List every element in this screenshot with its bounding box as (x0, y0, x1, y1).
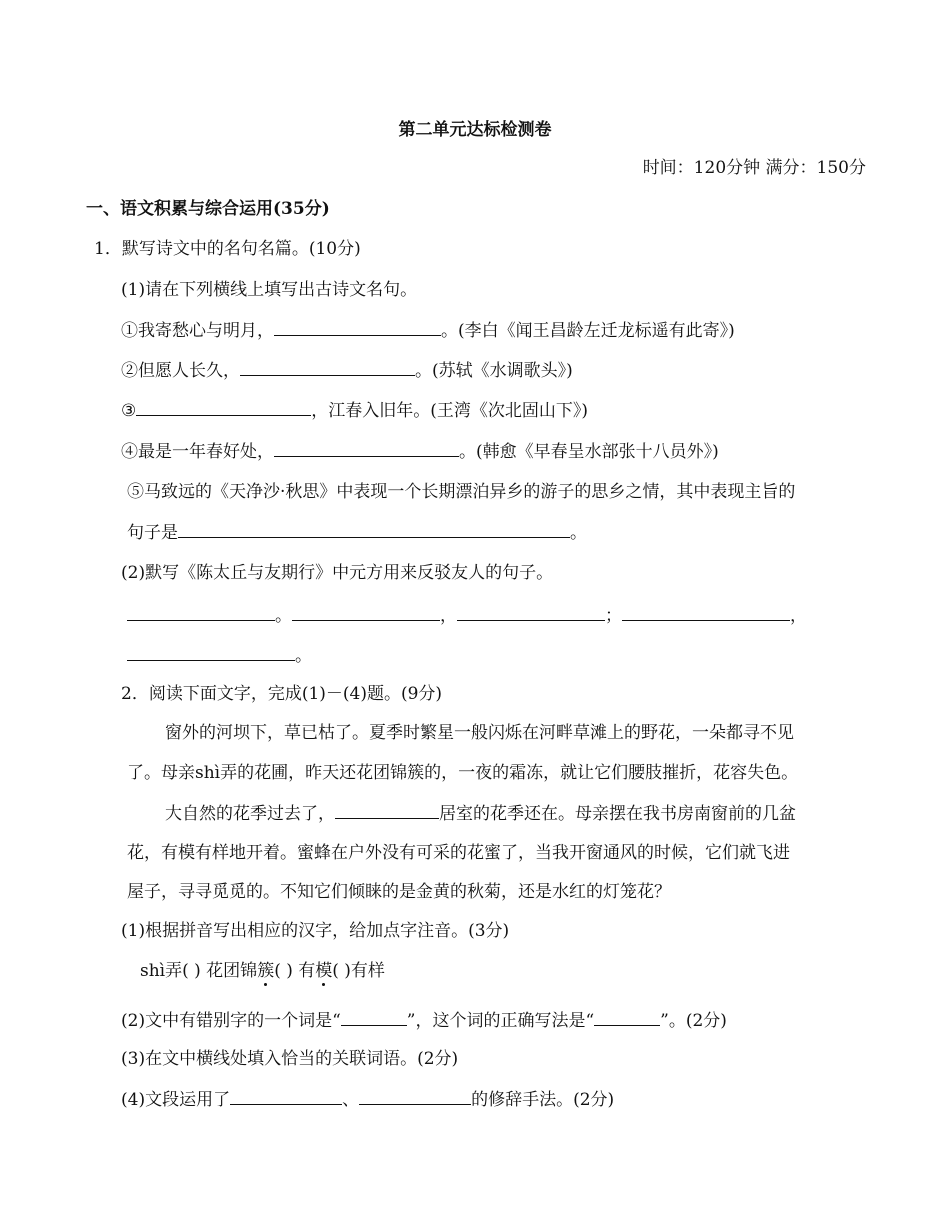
answer-blank[interactable] (274, 439, 459, 457)
sub-2-text: ”。(2分) (660, 1011, 727, 1031)
answer-blank[interactable] (274, 318, 441, 336)
sub-2-text: (2)文中有错别字的一个词是“ (121, 1011, 341, 1031)
question-1-part-2-blanks (127, 603, 807, 628)
question-2-stem: 2．阅读下面文字，完成(1)－(4)题。(9分) (121, 684, 443, 704)
question-1-item-5-line-2 (127, 520, 587, 545)
passage-line-4: 花，有模有样地开着。蜜蜂在户外没有可采的花蜜了，当我开窗通风的时候，它们就飞进 (127, 843, 790, 863)
item-2-text: ②但愿人长久， (121, 361, 240, 381)
pinyin-item-text: shì弄( ) 花团锦 (140, 961, 258, 981)
question-1-item-5-line-1: ⑤马致远的《天净沙·秋思》中表现一个长期漂泊异乡的游子的思乡之情，其中表现主旨的 (127, 482, 796, 502)
sub-4-text: (4)文段运用了 (121, 1090, 231, 1110)
item-3-text: ③ (121, 401, 137, 421)
page-title: 第二单元达标检测卷 (398, 120, 552, 140)
answer-blank[interactable] (127, 603, 275, 621)
question-2-sub-1: (1)根据拼音写出相应的汉字，给加点字注音。(3分) (121, 921, 510, 941)
dotted-character: 模 (315, 961, 333, 981)
passage-line-3 (165, 801, 796, 826)
question-1-part-2-blanks-cont (127, 643, 312, 668)
question-1-item-2 (121, 358, 573, 383)
passage-text: 居室的花季还在。母亲摆在我书房南窗前的几盆 (439, 804, 796, 824)
question-1-item-1 (121, 318, 735, 343)
separator: ， (790, 606, 807, 626)
answer-blank[interactable] (622, 603, 790, 621)
answer-blank[interactable] (359, 1087, 471, 1105)
answer-blank[interactable] (335, 801, 439, 819)
answer-blank[interactable] (594, 1008, 660, 1026)
pinyin-item-text: ( ) 有 (274, 961, 316, 981)
answer-blank[interactable] (127, 643, 295, 661)
answer-blank[interactable] (292, 603, 440, 621)
question-1-part-1-intro: (1)请在下列横线上填写出古诗文名句。 (121, 280, 418, 300)
question-1-stem: 1．默写诗文中的名句名篇。(10分) (94, 239, 361, 259)
passage-line-5: 屋子，寻寻觅觅的。不知它们倾睐的是金黄的秋菊，还是水红的灯笼花？ (127, 882, 671, 902)
separator: 。 (295, 646, 312, 666)
pinyin-item-text: ( )有样 (332, 961, 385, 981)
section-heading: 一、语文积累与综合运用(35分) (86, 199, 330, 219)
answer-blank[interactable] (341, 1008, 407, 1026)
question-2-sub-2 (121, 1008, 727, 1033)
item-4-source: 。(韩愈《早春呈水部张十八员外》) (459, 442, 719, 462)
item-5-text: 句子是 (127, 523, 178, 543)
answer-blank[interactable] (178, 520, 570, 538)
item-2-source: 。(苏轼《水调歌头》) (415, 361, 573, 381)
item-5-end: 。 (570, 523, 587, 543)
item-4-text: ④最是一年春好处， (121, 442, 274, 462)
question-1-item-4 (121, 439, 719, 464)
passage-text: 大自然的花季过去了， (165, 804, 335, 824)
answer-blank[interactable] (457, 603, 605, 621)
question-2-sub-4 (121, 1087, 614, 1112)
question-1-part-2-intro: (2)默写《陈太丘与友期行》中元方用来反驳友人的句子。 (121, 563, 554, 583)
passage-line-2: 了。母亲shì弄的花圃，昨天还花团锦簇的，一夜的霜冻，就让它们腰肢摧折，花容失色。 (127, 763, 799, 783)
item-1-source: 。(李白《闻王昌龄左迁龙标遥有此寄》) (441, 321, 735, 341)
dotted-character: 簇 (257, 961, 275, 981)
sub-2-text: ”，这个词的正确写法是“ (406, 1011, 595, 1031)
sub-4-text: 、 (342, 1090, 360, 1110)
item-1-text: ①我寄愁心与明月， (121, 321, 274, 341)
question-2-sub-3: (3)在文中横线处填入恰当的关联词语。(2分) (121, 1049, 459, 1069)
passage-line-1: 窗外的河坝下，草已枯了。夏季时繁星一般闪烁在河畔草滩上的野花，一朵都寻不见 (165, 723, 794, 743)
question-1-item-3 (121, 398, 588, 423)
answer-blank[interactable] (136, 398, 311, 416)
separator: ； (605, 606, 622, 626)
answer-blank[interactable] (240, 358, 415, 376)
answer-blank[interactable] (230, 1087, 342, 1105)
separator: ， (440, 606, 457, 626)
item-3-source: ，江春入旧年。(王湾《次北固山下》) (311, 401, 589, 421)
separator: 。 (275, 606, 292, 626)
exam-meta: 时间：120分钟 满分：150分 (642, 158, 866, 178)
sub-4-text: 的修辞手法。(2分) (471, 1090, 615, 1110)
question-2-sub-1-items (140, 959, 385, 983)
